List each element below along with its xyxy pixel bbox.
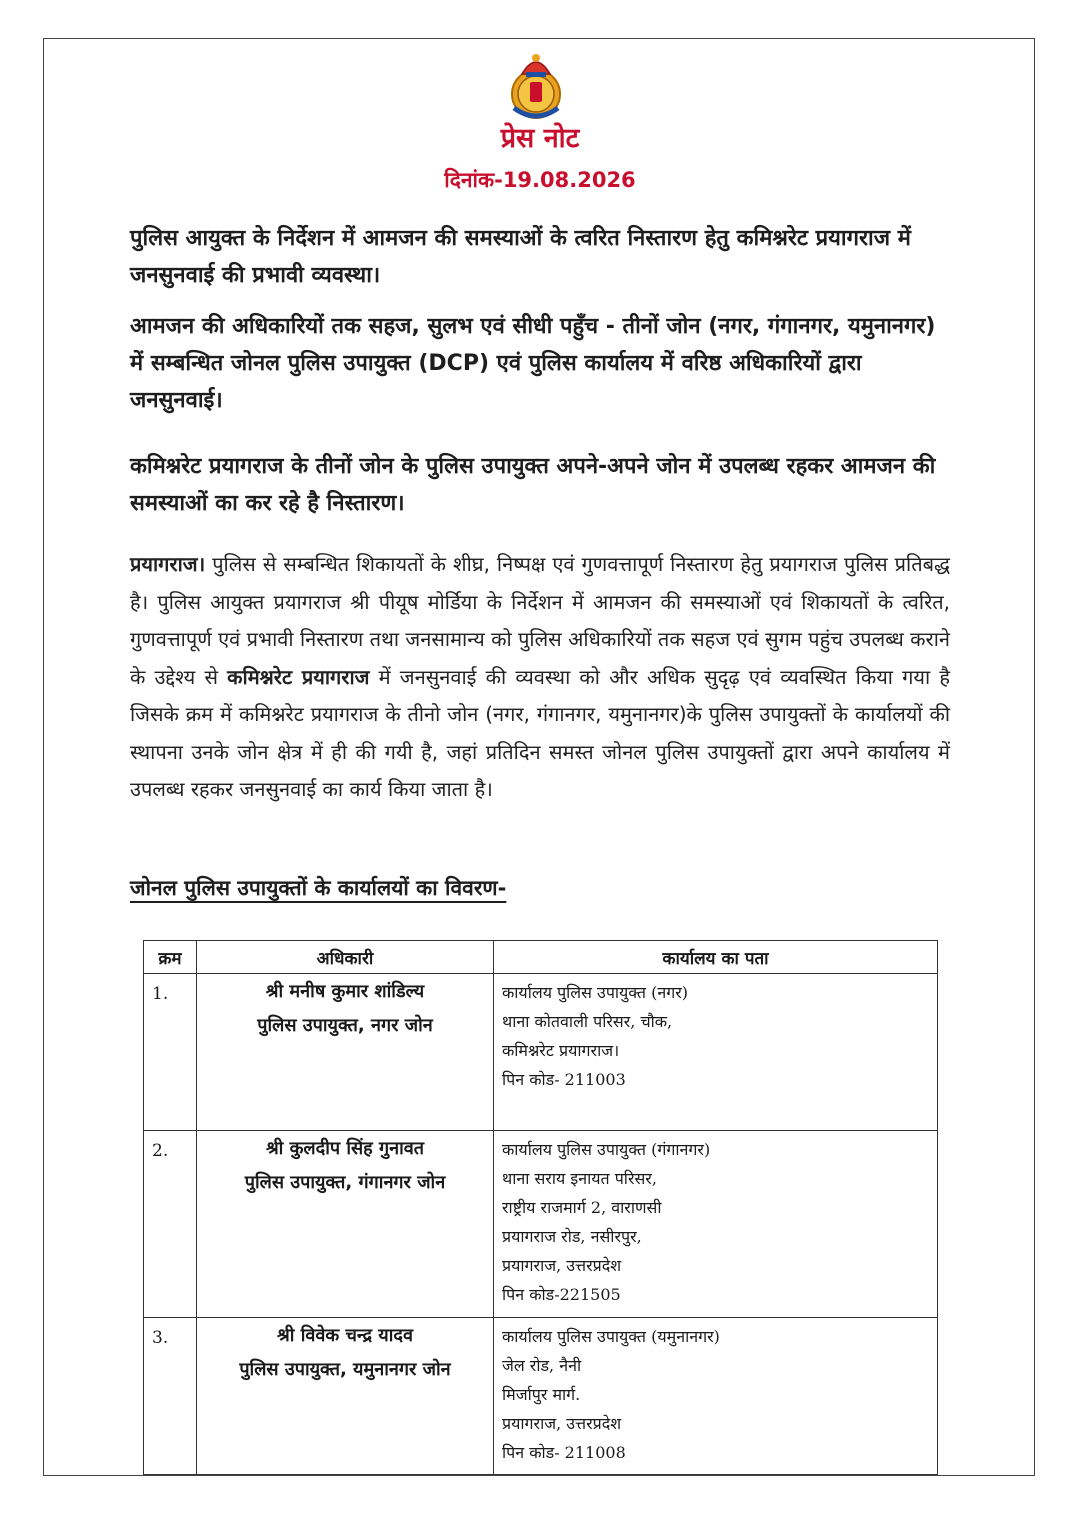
body-paragraph [130,546,950,809]
header-officer: अधिकारी [197,941,494,974]
address-line: थाना कोतवाली परिसर, चौक, [502,1012,673,1031]
officer-title: पुलिस उपायुक्त, यमुनानगर जोन [239,1359,451,1380]
officer-title: पुलिस उपायुक्त, नगर जोन [257,1015,433,1036]
row-sn: 1. [144,974,197,1131]
address-line: प्रयागराज, उत्तरप्रदेश [502,1414,622,1433]
body-part-2: में जनसुनवाई की व्यवस्था को और अधिक सुदृढ़ एवं व्यवस्थित किया गया है जिसके क्रम में कमिश्नरेट प्रयागराज के तीनो जोन (नगर, गंगानगर, यमुनानगर)के पुलिस उपायुक्तों के कार्यालयों की स्थापना उनके जोन क्षेत्र में ही की गयी है, जहां प्रतिदिन समस्त जोनल पुलिस उपायुक्तों द्वारा अपने कार्यालय में उपलब्ध रहकर जनसुनवाई का कार्य किया जाता है। [130,664,951,801]
row-sn: 2. [144,1131,197,1318]
address-cell [494,1318,938,1475]
table-header-row [144,941,938,974]
address-line: पिन कोड- 211003 [502,1070,626,1089]
address-line: कार्यालय पुलिस उपायुक्त (यमुनानगर) [502,1327,720,1346]
row-sn: 3. [144,1318,197,1475]
headline-2: आमजन की अधिकारियों तक सहज, सुलभ एवं सीधी पहुँच - तीनों जोन (नगर, गंगानगर, यमुनानगर) में सम्बन्धित जोनल पुलिस उपायुक्त (DCP) एवं पुलिस कार्यालय में वरिष्ठ अधिकारियों द्वारा जनसुनवाई। [130,314,936,413]
header-sn: क्रम [144,941,197,974]
table-row [144,1131,938,1318]
officer-name: श्री विवेक चन्द्र यादव [277,1325,413,1346]
headline-3: कमिश्नरेट प्रयागराज के तीनों जोन के पुलिस उपायुक्त अपने-अपने जोन में उपलब्ध रहकर आमजन की समस्याओं का कर रहे है निस्तारण। [130,454,936,516]
officer-cell [197,1318,494,1475]
press-note-title: प्रेस नोट [500,123,580,154]
address-line: कार्यालय पुलिस उपायुक्त (नगर) [502,983,689,1002]
address-cell [494,974,938,1131]
address-line: मिर्जापुर मार्ग. [502,1385,581,1404]
body-lead: प्रयागराज। [130,552,206,576]
body-part-1: पुलिस से सम्बन्धित शिकायतों के शीघ्र, निष्पक्ष एवं गुणवत्तापूर्ण निस्तारण हेतु प्रयागराज पुलिस प्रतिबद्ध है। पुलिस आयुक्त प्रयागराज श्री पीयूष मोर्डिया के निर्देशन में आमजन की समस्याओं एवं शिकायतों के त्वरित, गुणवत्तापूर्ण एवं प्रभावी निस्तारण तथा जनसामान्य को पुलिस अधिकारियों तक सहज एवं सुगम पहुंच उपलब्ध कराने के उद्देश्य से [130,552,950,689]
table-row [144,1318,938,1475]
address-line: जेल रोड, नैनी [502,1356,582,1375]
address-line: कमिश्नरेट प्रयागराज। [502,1041,620,1060]
address-line: थाना सराय इनायत परिसर, [502,1169,657,1188]
address-line: कार्यालय पुलिस उपायुक्त (गंगानगर) [502,1140,711,1159]
body-bold-phrase: कमिश्नरेट प्रयागराज [227,664,370,689]
address-line: पिन कोड- 211008 [502,1443,626,1462]
officer-cell [197,974,494,1131]
officer-cell [197,1131,494,1318]
address-line: राष्ट्रीय राजमार्ग 2, वाराणसी [502,1198,662,1217]
address-line: पिन कोड-221505 [502,1285,621,1304]
officer-name: श्री कुलदीप सिंह गुनावत [265,1138,425,1159]
offices-table [143,940,938,1475]
table-row [144,974,938,1131]
header-address: कार्यालय का पता [494,941,938,974]
press-note-date: दिनांक-19.08.2026 [444,168,636,192]
section-title: जोनल पुलिस उपायुक्तों के कार्यालयों का विवरण- [130,876,507,900]
headline-1: पुलिस आयुक्त के निर्देशन में आमजन की समस्याओं के त्वरित निस्तारण हेतु कमिश्नरेट प्रयागराज में जनसुनवाई की प्रभावी व्यवस्था। [130,226,911,288]
address-line: प्रयागराज रोड, नसीरपुर, [502,1227,642,1246]
address-line: प्रयागराज, उत्तरप्रदेश [502,1256,622,1275]
up-police-emblem-icon [500,44,572,122]
officer-name: श्री मनीष कुमार शांडिल्य [265,981,425,1002]
address-cell [494,1131,938,1318]
officer-title: पुलिस उपायुक्त, गंगानगर जोन [244,1172,446,1193]
